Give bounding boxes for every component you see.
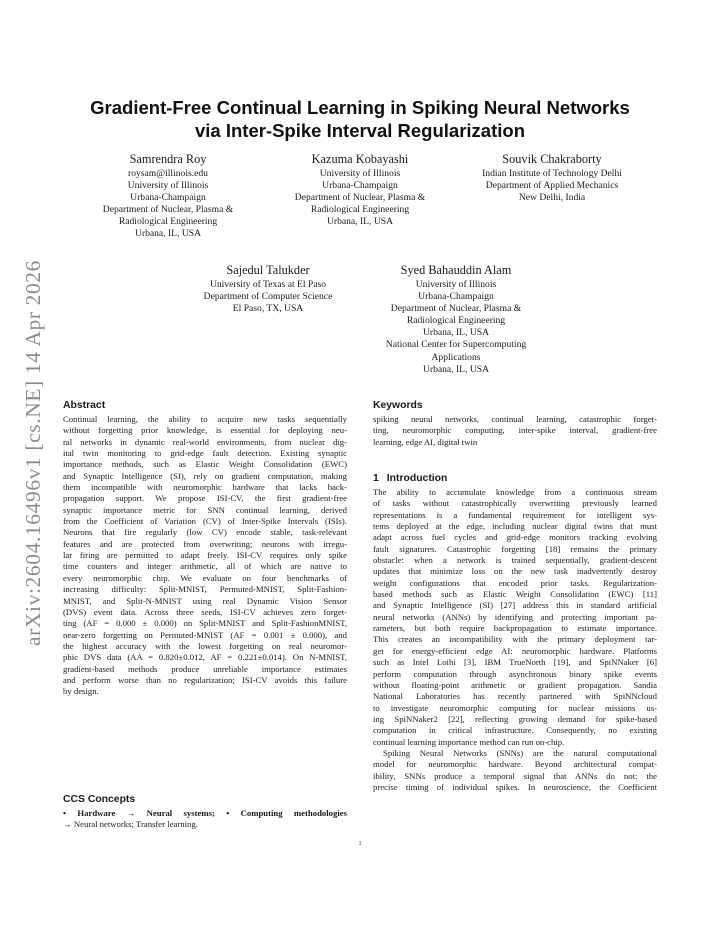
abstract-line: ral networks in dynamic real-world environments, from nuclear dig- bbox=[63, 436, 347, 447]
intro-line: tems deployed at the edge, including nuclear digital twins that must bbox=[373, 521, 657, 532]
intro-line: ibility, SNNs produce a temporal signal that ANNs do not: the bbox=[373, 770, 657, 781]
intro-line: get for energy-efficient edge AI: neuromorphic hardware. Platforms bbox=[373, 645, 657, 656]
abstract-line: MNIST, and Split-N-MNIST using real Dynamic Vision Sensor bbox=[63, 595, 347, 606]
author-name: Syed Bahauddin Alam bbox=[400, 263, 512, 277]
keywords-line: learning, edge AI, digital twin bbox=[373, 436, 478, 447]
abstract-line: ting (AF = 0.000 ± 0.000) on Split-MNIST and Split-FashionMNIST, bbox=[63, 618, 347, 629]
intro-line: neural networks (ANNs) by identifying and protecting important pa- bbox=[373, 611, 657, 622]
intro-line: Spiking Neural Networks (SNNs) are the natural computational bbox=[383, 747, 657, 758]
ccs-concepts-line: → Neural networks; Transfer learning. bbox=[63, 819, 198, 830]
abstract-line: features and are protected from overwriting; neurons with irregu- bbox=[63, 538, 347, 549]
author-affiliation: University of Illinois bbox=[127, 180, 209, 192]
author-location: El Paso, TX, USA bbox=[232, 303, 304, 315]
author-department: Department of Nuclear, Plasma & bbox=[390, 303, 522, 315]
abstract-line: Continual learning, the ability to acquire new tasks sequentially bbox=[63, 414, 347, 424]
intro-line: computation in critical infrastructure. Consequently, no existing bbox=[373, 725, 657, 736]
intro-line: representations is a fundamental requirement for intelligent sys- bbox=[373, 509, 657, 520]
intro-line: fault signatures. Catastrophic forgetting [18] remains the primary bbox=[373, 543, 657, 554]
paper-title bbox=[60, 96, 660, 142]
intro-line: ing SpiNNaker2 [22], reflecting growing demand for spike-based bbox=[373, 713, 657, 724]
intro-line: updates that minimize loss on the new task inadvertently destroy bbox=[373, 566, 657, 577]
ccs-concepts-heading: CCS Concepts bbox=[63, 794, 136, 805]
author-name: Sajedul Talukder bbox=[226, 263, 310, 277]
abstract-line: lar firing are permitted to adapt freely. ISI-CV requires only spike bbox=[63, 550, 347, 561]
abstract-line: without forgetting prior knowledge, is essential for deploying neu- bbox=[63, 425, 347, 436]
abstract-line: and Synaptic Intelligence (SI), rely on gradient computation, making bbox=[63, 470, 347, 481]
abstract-line: time counters and integer arithmetic, all of which are native to bbox=[63, 561, 347, 572]
author-location: Urbana, IL, USA bbox=[422, 363, 490, 375]
intro-line: without floating-point arithmetic or gradient propagation. Sandia bbox=[373, 679, 657, 690]
author-affiliation: Applications bbox=[431, 351, 481, 363]
arxiv-identifier-stamp bbox=[8, 258, 58, 648]
author-affiliation: Urbana-Champaign bbox=[418, 291, 494, 303]
introduction-paragraph bbox=[373, 487, 657, 748]
abstract-line: every neuromorphic chip. We evaluate on four benchmarks of bbox=[63, 572, 347, 583]
intro-line: adapt across fuel cycles and grid-edge monitors tracking evolving bbox=[373, 532, 657, 543]
author-location: Urbana, IL, USA bbox=[422, 327, 490, 339]
introduction-heading bbox=[373, 472, 657, 485]
author-affiliation: University of Texas at El Paso bbox=[209, 279, 327, 290]
abstract-line: and perform worse than no regularization; ISI-CV avoids this failure bbox=[63, 674, 347, 685]
intro-line: of tasks without catastrophically overwriting previously learned bbox=[373, 498, 657, 509]
author-department: Radiological Engineering bbox=[118, 216, 218, 228]
abstract-line: importance methods, such as Elastic Weight Consolidation (EWC) bbox=[63, 459, 347, 470]
abstract-line: synaptic importance metric for SNN continual learning, derived bbox=[63, 504, 347, 515]
keywords-section bbox=[373, 399, 657, 448]
author-block bbox=[272, 152, 448, 228]
abstract-line: phic DVS data (AA = 0.820±0.012, AF = 0.221±0.014). On N-MNIST, bbox=[63, 652, 347, 663]
abstract-line: Neurons that fire regularly (low CV) encode stable, task-relevant bbox=[63, 527, 347, 538]
ccs-concepts-section bbox=[63, 793, 347, 831]
title-line: via Inter-Spike Interval Regularization bbox=[194, 120, 525, 141]
author-block bbox=[83, 152, 253, 241]
abstract-line: ital twin monitoring to grid-edge fault detection. Existing synaptic bbox=[63, 448, 347, 459]
author-name: Kazuma Kobayashi bbox=[311, 152, 409, 166]
abstract-line: propagation support. We propose ISI-CV, the first gradient-free bbox=[63, 493, 347, 504]
author-department: Radiological Engineering bbox=[310, 204, 410, 216]
author-affiliation: National Center for Supercomputing bbox=[385, 339, 527, 351]
keywords-heading: Keywords bbox=[373, 400, 423, 411]
author-affiliation: Urbana-Champaign bbox=[130, 192, 206, 204]
author-department: Department of Applied Mechanics bbox=[485, 180, 619, 192]
abstract-line: gradient-based methods produce unreliable importance estimates bbox=[63, 663, 347, 674]
author-block bbox=[460, 152, 644, 204]
author-block bbox=[178, 263, 358, 315]
author-department: Department of Computer Science bbox=[203, 291, 333, 303]
author-block bbox=[364, 263, 548, 376]
author-email: roysam@illinois.edu bbox=[128, 168, 208, 179]
intro-line: model for neuromorphic hardware. Beyond architectural compat- bbox=[373, 759, 657, 770]
page-number: 1 bbox=[358, 840, 362, 847]
intro-line: obstacle: when a network is trained sequentially, gradient-descent bbox=[373, 555, 657, 566]
abstract-line: the highest accuracy with the lowest forgetting on real neuromor- bbox=[63, 640, 347, 651]
ccs-concepts-line: • Hardware → Neural systems; • Computing methodologies bbox=[63, 808, 347, 818]
intro-line: precise timing of individual spikes. In neuroscience, the Coefficient bbox=[373, 781, 657, 792]
intro-line: based methods such as Elastic Weight Consolidation (EWC) [11] bbox=[373, 589, 657, 600]
abstract-body bbox=[63, 414, 347, 698]
intro-line: The ability to accumulate knowledge from a continuous stream bbox=[373, 487, 657, 497]
author-department: Radiological Engineering bbox=[406, 315, 506, 327]
intro-line: weight configurations that encoded prior tasks. Regularization- bbox=[373, 577, 657, 588]
intro-line: such as Intel Loihi [3], IBM TrueNorth [19], and SpiNNaker [6] bbox=[373, 657, 657, 668]
title-line: Gradient-Free Continual Learning in Spiking Neural Networks bbox=[90, 97, 630, 118]
intro-line: National Laboratories has recently partnered with SpiNNcloud bbox=[373, 691, 657, 702]
abstract-line: near-zero forgetting on Permuted-MNIST (AF = 0.001 ± 0.000), and bbox=[63, 629, 347, 640]
author-location: Urbana, IL, USA bbox=[326, 216, 394, 228]
section-number: 1 bbox=[373, 473, 379, 484]
author-affiliation: University of Illinois bbox=[415, 279, 497, 290]
abstract-section bbox=[63, 399, 347, 698]
author-affiliation: Indian Institute of Technology Delhi bbox=[482, 168, 622, 179]
abstract-line: (DVS) event data. Across three seeds, ISI-CV achieves zero forget- bbox=[63, 606, 347, 617]
arxiv-id-text: arXiv:2604.16496v1 [cs.NE] 14 Apr 2026 bbox=[21, 268, 45, 646]
abstract-heading: Abstract bbox=[63, 400, 106, 411]
intro-line: This creates an incompatibility with the primary deployment tar- bbox=[373, 634, 657, 645]
author-department: Department of Nuclear, Plasma & bbox=[294, 192, 426, 204]
section-title: Introduction bbox=[386, 473, 448, 484]
intro-line: to investigate neuromorphic computing for nuclear missions us- bbox=[373, 702, 657, 713]
introduction-section bbox=[373, 472, 657, 793]
abstract-line: increasing difficulty: Split-MNIST, Permuted-MNIST, Split-Fashion- bbox=[63, 584, 347, 595]
author-location: Urbana, IL, USA bbox=[134, 228, 202, 240]
author-department: Department of Nuclear, Plasma & bbox=[102, 204, 234, 216]
author-location: New Delhi, India bbox=[518, 192, 586, 204]
keywords-line: spiking neural networks, continual learning, catastrophic forget- bbox=[373, 414, 657, 424]
intro-line: continual learning importance method can run on-chip. bbox=[373, 736, 565, 747]
intro-line: rameters, but both require backpropagation to estimate importance. bbox=[373, 623, 657, 634]
author-affiliation: University of Illinois bbox=[319, 168, 401, 179]
abstract-line: by design. bbox=[63, 686, 99, 697]
keywords-line: ting, neuromorphic computing, inter-spike interval, gradient-free bbox=[373, 425, 657, 436]
abstract-line: from the Coefficient of Variation (CV) of Inter-Spike Intervals (ISIs). bbox=[63, 516, 347, 527]
author-name: Samrendra Roy bbox=[129, 152, 207, 166]
introduction-paragraph bbox=[373, 748, 657, 793]
author-name: Souvik Chakraborty bbox=[502, 152, 602, 166]
intro-line: and Synaptic Intelligence (SI) [27] address this in standard artificial bbox=[373, 600, 657, 611]
abstract-line: them incompatible with neuromorphic hardware that lacks back- bbox=[63, 482, 347, 493]
intro-line: perform computation through asynchronous binary spike events bbox=[373, 668, 657, 679]
author-affiliation: Urbana-Champaign bbox=[322, 180, 398, 192]
